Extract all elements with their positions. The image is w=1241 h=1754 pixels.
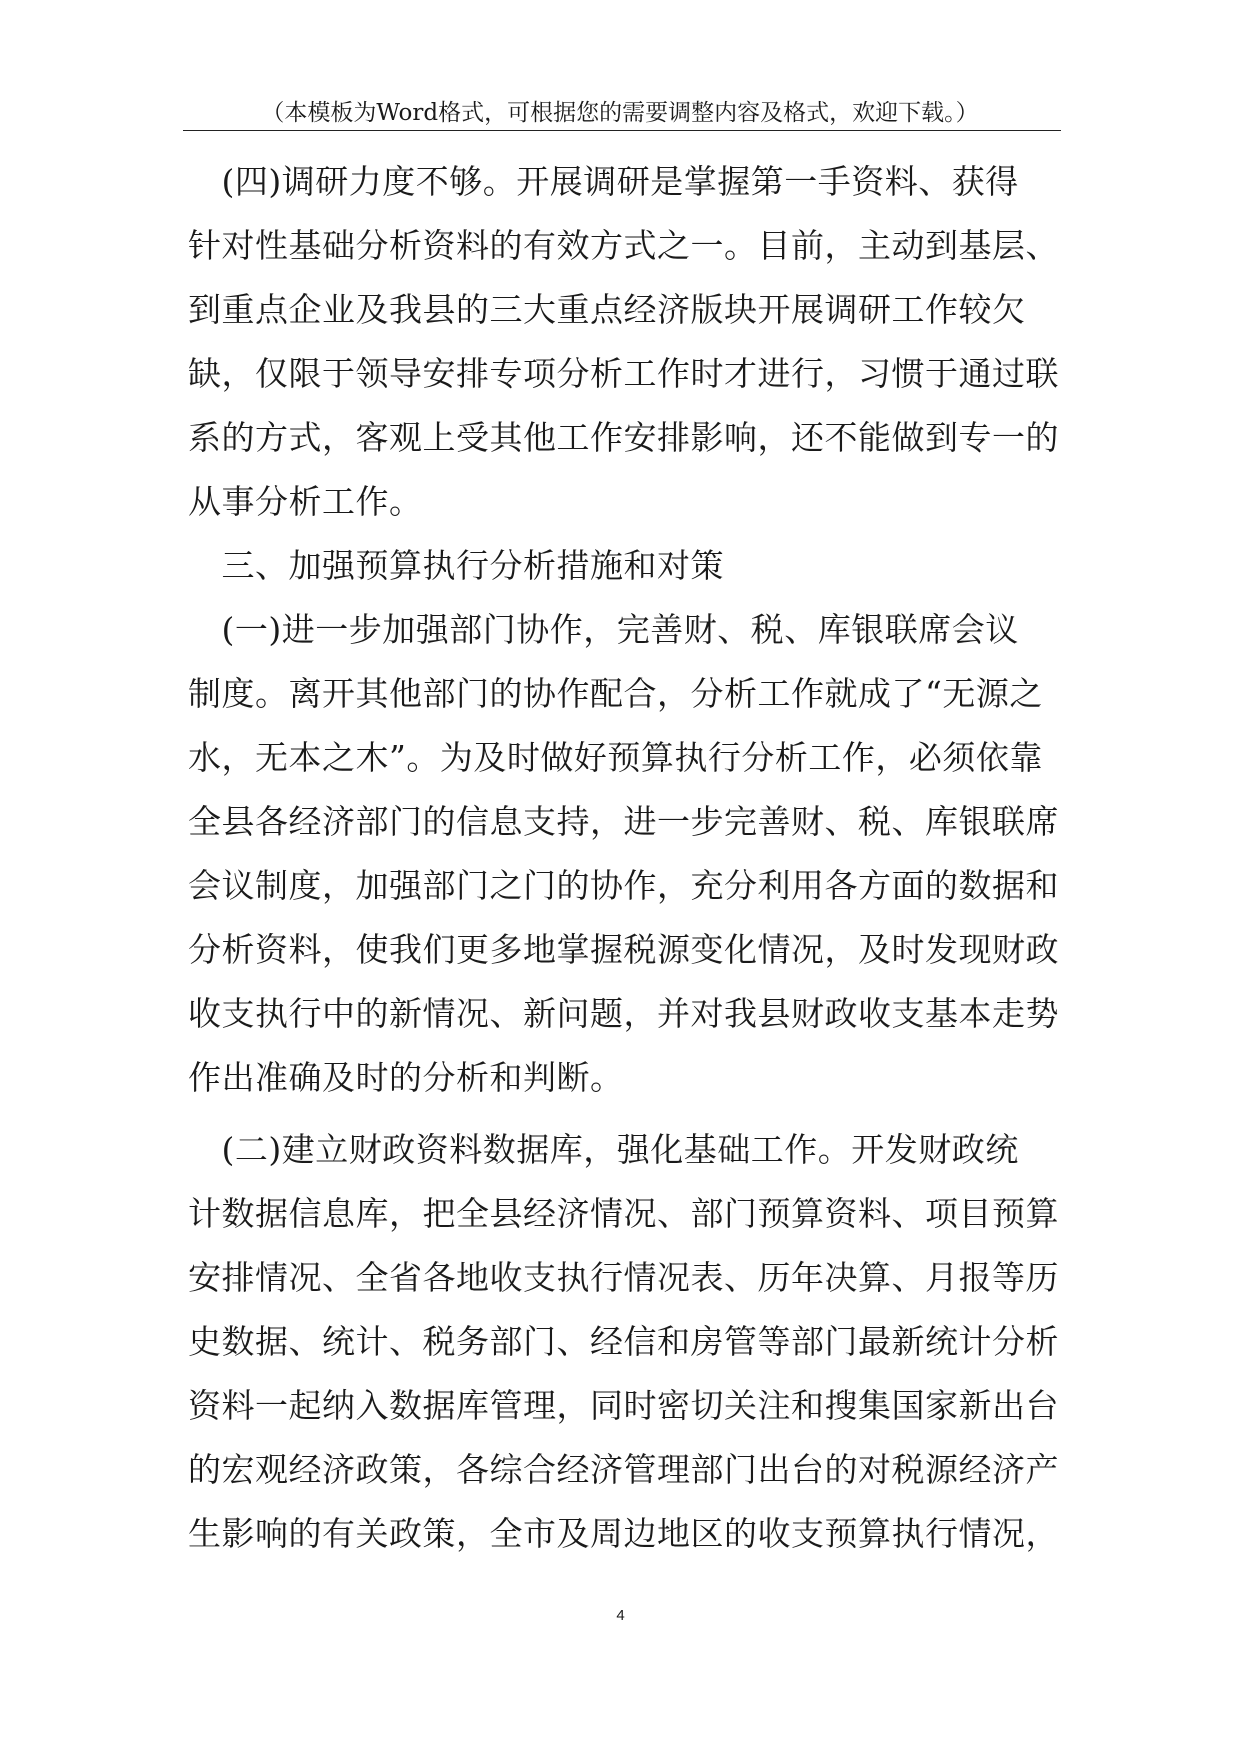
body-line: 会议制度，加强部门之门的协作，充分利用各方面的数据和 (188, 866, 1059, 905)
section-heading: 三、加强预算执行分析措施和对策 (188, 546, 724, 585)
body-line: 水，无本之木”。为及时做好预算执行分析工作，必须依靠 (188, 738, 1043, 777)
body-line: 针对性基础分析资料的有效方式之一。目前，主动到基层、 (188, 226, 1059, 265)
body-line: (一)进一步加强部门协作，完善财、税、库银联席会议 (188, 610, 1019, 649)
body-line: 的宏观经济政策，各综合经济管理部门出台的对税源经济产 (188, 1450, 1059, 1489)
body-line: (二)建立财政资料数据库，强化基础工作。开发财政统 (188, 1130, 1019, 1169)
page-number: 4 (616, 1607, 625, 1624)
body-line: 制度。离开其他部门的协作配合，分析工作就成了“无源之 (188, 674, 1043, 713)
body-line: 全县各经济部门的信息支持，进一步完善财、税、库银联席 (188, 802, 1059, 841)
body-line: 史数据、统计、税务部门、经信和房管等部门最新统计分析 (188, 1322, 1059, 1361)
body-line: 到重点企业及我县的三大重点经济版块开展调研工作较欠 (188, 290, 1026, 329)
body-line: 系的方式，客观上受其他工作安排影响，还不能做到专一的 (188, 418, 1059, 457)
body-line: (四)调研力度不够。开展调研是掌握第一手资料、获得 (188, 162, 1019, 201)
body-line: 缺，仅限于领导安排专项分析工作时才进行，习惯于通过联 (188, 354, 1059, 393)
body-line: 安排情况、全省各地收支执行情况表、历年决算、月报等历 (188, 1258, 1059, 1297)
header-rule (183, 130, 1061, 131)
body-line: 计数据信息库，把全县经济情况、部门预算资料、项目预算 (188, 1194, 1059, 1233)
body-line: 作出准确及时的分析和判断。 (188, 1058, 624, 1097)
body-line: 收支执行中的新情况、新问题，并对我县财政收支基本走势 (188, 994, 1059, 1033)
body-line: 分析资料，使我们更多地掌握税源变化情况，及时发现财政 (188, 930, 1059, 969)
body-line: 从事分析工作。 (188, 482, 423, 521)
body-line: 资料一起纳入数据库管理，同时密切关注和搜集国家新出台 (188, 1386, 1059, 1425)
header-note: （本模板为Word格式，可根据您的需要调整内容及格式，欢迎下载。） (261, 100, 979, 126)
body-line: 生影响的有关政策，全市及周边地区的收支预算执行情况， (188, 1514, 1059, 1553)
